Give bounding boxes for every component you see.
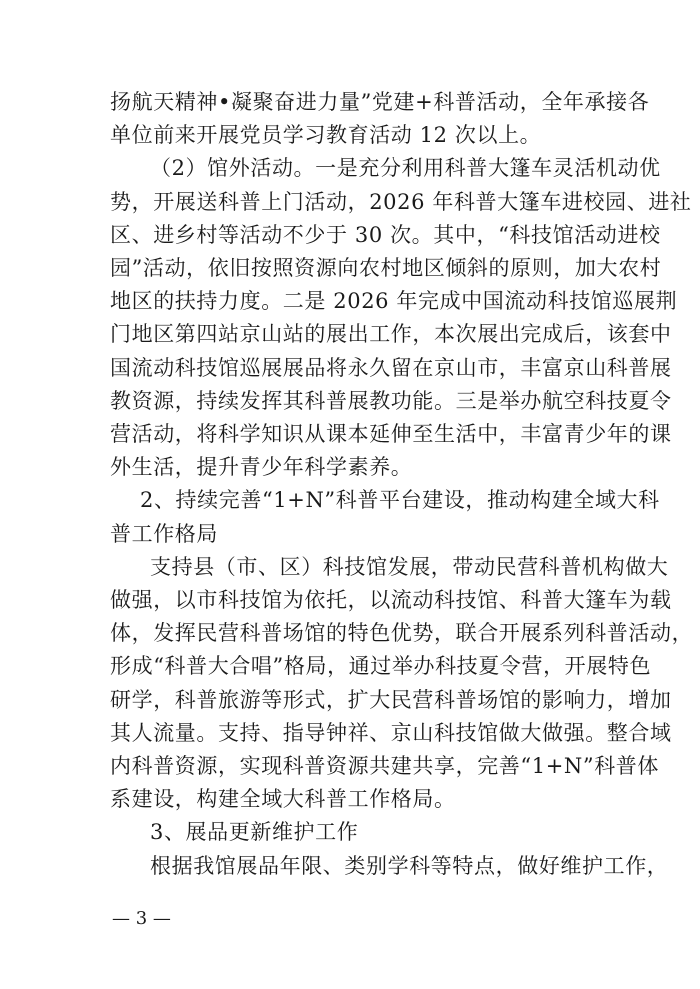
text-line: 外生活，提升青少年科学素养。 bbox=[110, 455, 413, 479]
text-line: 根据我馆展品年限、类别学科等特点，做好维护工作， bbox=[150, 854, 669, 878]
section-heading: 普工作格局 bbox=[110, 522, 218, 546]
text-line: 地区的扶持力度。二是 2026 年完成中国流动科技馆巡展荆 bbox=[110, 289, 678, 313]
text-line: 研学，科普旅游等形式，扩大民营科普场馆的影响力，增加 bbox=[110, 688, 672, 712]
text-line: 国流动科技馆巡展展品将永久留在京山市，丰富京山科普展 bbox=[110, 356, 672, 380]
text-line: 系建设，构建全域大科普工作格局。 bbox=[110, 787, 456, 811]
text-line: 区、进乡村等活动不少于 30 次。其中，“科技馆活动进校 bbox=[110, 223, 661, 247]
text-line: 做强，以市科技馆为依托，以流动科技馆、科普大篷车为载 bbox=[110, 588, 672, 612]
text-line: 其人流量。支持、指导钟祥、京山科技馆做大做强。整合域 bbox=[110, 721, 672, 745]
text-line: 支持县（市、区）科技馆发展，带动民营科普机构做大 bbox=[150, 555, 669, 579]
text-line: 单位前来开展党员学习教育活动 12 次以上。 bbox=[110, 123, 542, 147]
text-line: 体，发挥民营科普场馆的特色优势，联合开展系列科普活动， bbox=[110, 621, 694, 645]
text-line: 势，开展送科普上门活动，2026 年科普大篷车进校园、进社 bbox=[110, 190, 692, 214]
text-line: 内科普资源，实现科普资源共建共享，完善“1+N”科普体 bbox=[110, 754, 660, 778]
page-number: — 3 — bbox=[112, 908, 171, 929]
text-line: 扬航天精神•凝聚奋进力量”党建+科普活动，全年承接各 bbox=[110, 90, 650, 114]
text-line: 门地区第四站京山站的展出工作，本次展出完成后，该套中 bbox=[110, 322, 672, 346]
section-heading: 2、持续完善“1+N”科普平台建设，推动构建全域大科 bbox=[140, 488, 660, 512]
text-line: 形成“科普大合唱”格局，通过举办科技夏令营，开展特色 bbox=[110, 654, 652, 678]
section-heading: 3、展品更新维护工作 bbox=[150, 820, 359, 844]
text-line: 园”活动，依旧按照资源向农村地区倾斜的原则，加大农村 bbox=[110, 256, 662, 280]
text-line: 营活动，将科学知识从课本延伸至生活中，丰富青少年的课 bbox=[110, 422, 672, 446]
text-line: （2）馆外活动。一是充分利用科普大篷车灵活机动优 bbox=[150, 156, 661, 180]
text-line: 教资源，持续发挥其科普展教功能。三是举办航空科技夏令 bbox=[110, 389, 672, 413]
